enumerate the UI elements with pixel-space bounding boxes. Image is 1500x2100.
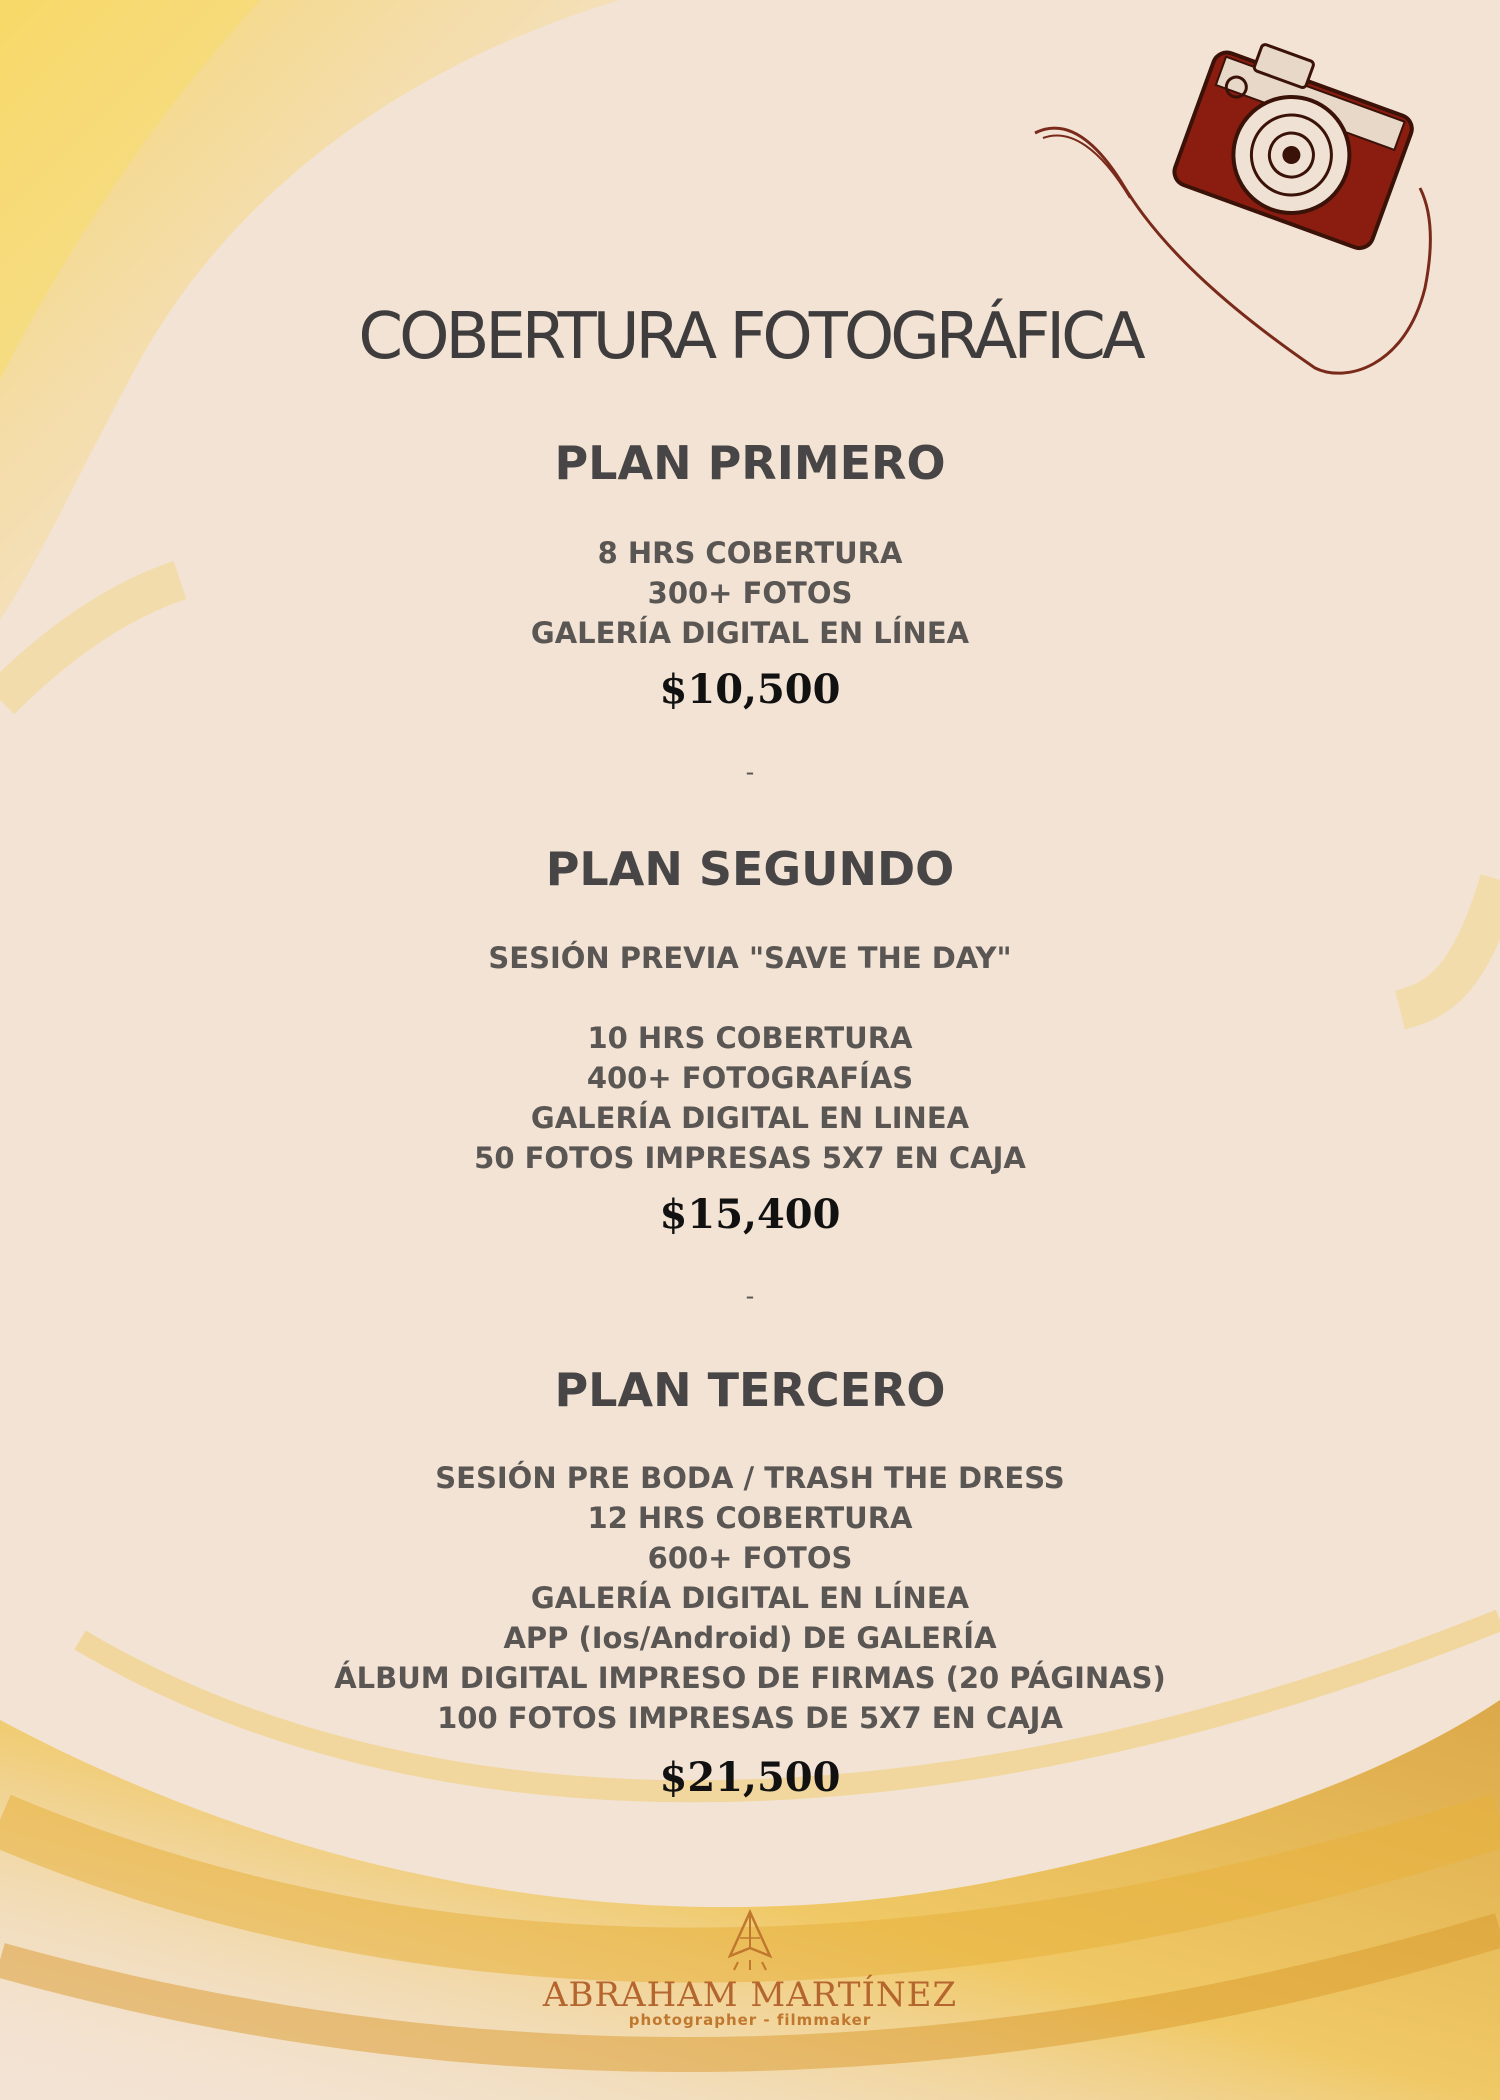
plan-2-feature: 50 FOTOS IMPRESAS 5X7 EN CAJA [474, 1141, 1026, 1175]
plan-3-feature: GALERÍA DIGITAL EN LÍNEA [530, 1581, 970, 1615]
plan-1-name: PLAN PRIMERO [554, 436, 946, 490]
plan-3-feature: 12 HRS COBERTURA [587, 1501, 913, 1535]
plan-1-price: $10,500 [659, 666, 841, 713]
plan-3-feature: 100 FOTOS IMPRESAS DE 5X7 EN CAJA [437, 1701, 1063, 1735]
plan-1-feature: 8 HRS COBERTURA [597, 536, 903, 570]
plan-1-feature: 300+ FOTOS [647, 576, 853, 610]
page-title: COBERTURA FOTOGRÁFICA [358, 300, 1142, 374]
plan-1-feature: GALERÍA DIGITAL EN LÍNEA [530, 616, 970, 650]
brand-tagline: photographer - filmmaker [628, 2011, 872, 2029]
plan-3-feature: SESIÓN PRE BODA / TRASH THE DRESS [435, 1461, 1065, 1495]
plan-3-feature: 600+ FOTOS [647, 1541, 853, 1575]
plan-2-feature: 10 HRS COBERTURA [587, 1021, 913, 1055]
plan-separator: - [745, 1282, 755, 1310]
plan-2-feature: GALERÍA DIGITAL EN LINEA [530, 1101, 970, 1135]
brand-logo-name: ABRAHAM MARTÍNEZ [542, 1975, 958, 2015]
plan-2-feature: 400+ FOTOGRAFÍAS [586, 1061, 914, 1095]
logo-mark-icon [718, 1908, 782, 1978]
plan-2-intro: SESIÓN PREVIA "SAVE THE DAY" [488, 941, 1012, 975]
plan-2-name: PLAN SEGUNDO [545, 842, 955, 896]
plan-3-price: $21,500 [659, 1754, 841, 1801]
plan-separator: - [745, 758, 755, 786]
plan-3-feature: APP (Ios/Android) DE GALERÍA [503, 1621, 997, 1655]
plan-3-name: PLAN TERCERO [554, 1363, 946, 1417]
plan-3-feature: ÁLBUM DIGITAL IMPRESO DE FIRMAS (20 PÁGINAS) [334, 1661, 1166, 1695]
plan-2-price: $15,400 [659, 1191, 841, 1238]
